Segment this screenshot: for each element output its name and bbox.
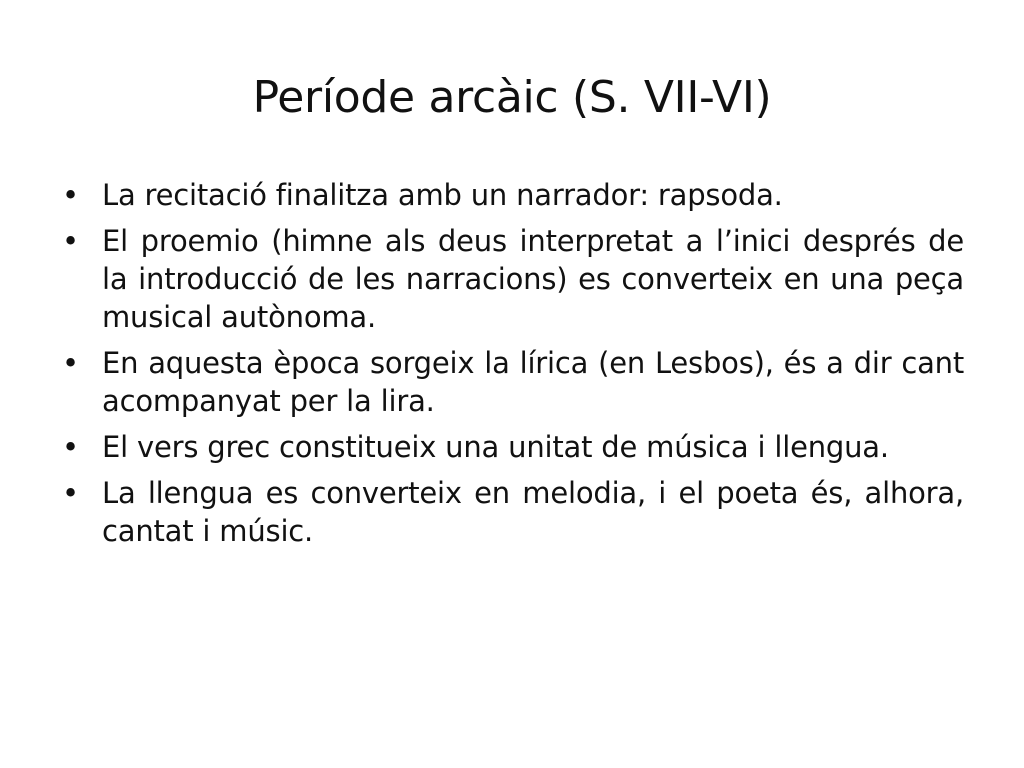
bullet-icon: • bbox=[62, 430, 79, 464]
bullet-text: La recitació finalitza amb un narrador: rapsoda. bbox=[102, 178, 783, 212]
bullet-text: La llengua es converteix en melodia, i el poeta és, alhora, cantat i músic. bbox=[102, 476, 964, 548]
bullet-icon: • bbox=[62, 476, 79, 510]
bullet-text: El vers grec constitueix una unitat de música i llengua. bbox=[102, 430, 889, 464]
slide-title: Període arcàic (S. VII-VI) bbox=[252, 72, 772, 123]
bullet-list bbox=[62, 176, 964, 558]
bullet-item bbox=[62, 428, 964, 466]
bullet-text: En aquesta època sorgeix la lírica (en Lesbos), és a dir cant acompanyat per la lira. bbox=[102, 346, 964, 418]
bullet-item bbox=[62, 344, 964, 420]
bullet-icon: • bbox=[62, 224, 79, 258]
bullet-item bbox=[62, 222, 964, 336]
bullet-item bbox=[62, 474, 964, 550]
bullet-icon: • bbox=[62, 346, 79, 380]
bullet-item bbox=[62, 176, 964, 214]
bullet-text: El proemio (himne als deus interpretat a l’inici després de la introducció de les narracions) es converteix en una peça musical autònoma. bbox=[102, 224, 964, 334]
bullet-icon: • bbox=[62, 178, 79, 212]
